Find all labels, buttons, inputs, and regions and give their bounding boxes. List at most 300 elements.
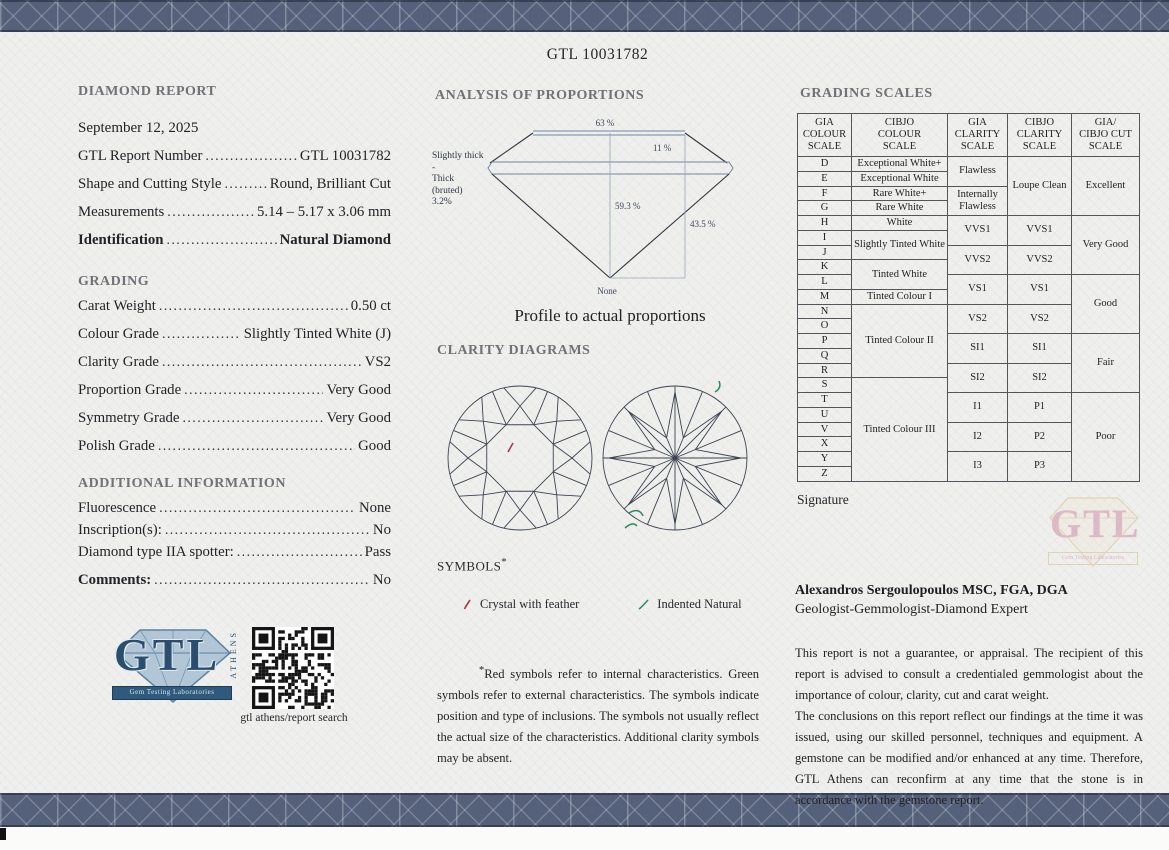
gia-colour-letter: Q [798, 348, 852, 363]
dot-leader [183, 410, 324, 427]
additional-row [78, 572, 391, 600]
upper-girdle-facet-line [504, 510, 520, 528]
star-facet-line [506, 491, 520, 510]
qr-module [321, 702, 324, 705]
scale-column-header: GIA/ CIBJO CUT SCALE [1072, 114, 1140, 157]
report-row [78, 204, 391, 232]
qr-module [282, 650, 285, 653]
dot-leader [224, 176, 266, 193]
scale-column-header: CIBJO COLOUR SCALE [852, 114, 948, 157]
qr-module [278, 657, 281, 660]
qr-module [285, 653, 288, 656]
scale-cell: Good [1072, 275, 1140, 334]
qr-module [324, 693, 327, 696]
qr-module [272, 679, 275, 682]
qr-module [295, 670, 298, 673]
field-value: Natural Diamond [279, 232, 391, 248]
field-label: Fluorescence [78, 500, 157, 516]
qr-module [282, 686, 285, 689]
qr-module [331, 673, 334, 676]
scale-cell: Excellent [1072, 157, 1140, 216]
grading-row [78, 354, 391, 382]
signature-label: Signature [797, 492, 849, 507]
qr-module [314, 702, 317, 705]
qr-module [285, 657, 288, 660]
scan-corner-mark [0, 828, 6, 840]
qr-module [327, 663, 330, 666]
qr-module [304, 643, 307, 646]
star-facet-line [483, 421, 506, 425]
crystal-with-feather-icon [462, 598, 473, 611]
dot-leader [184, 382, 323, 399]
qr-module [252, 666, 255, 669]
logo-gtl-text: GTL [114, 629, 221, 680]
qr-module [265, 673, 268, 676]
qr-module [321, 663, 324, 666]
qr-module [301, 643, 304, 646]
upper-girdle-facet-line [572, 458, 590, 474]
qr-module [252, 679, 255, 682]
star-facet-line [534, 491, 557, 495]
qr-module [295, 653, 298, 656]
qr-module [304, 653, 307, 656]
section-heading-additional-information: ADDITIONAL INFORMATION [78, 476, 286, 491]
profile-caption: Profile to actual proportions [514, 306, 706, 325]
qr-module [272, 666, 275, 669]
qr-module [295, 643, 298, 646]
qr-module [321, 657, 324, 660]
qr-module [311, 673, 314, 676]
qr-module [327, 653, 330, 656]
scale-cell: VVS2 [948, 245, 1008, 275]
field-label: GTL Report Number [78, 148, 203, 164]
qr-module [318, 673, 321, 676]
gia-colour-letter: R [798, 363, 852, 378]
culet-label: None [597, 286, 617, 296]
crown-facet-line [453, 472, 486, 486]
scale-cell: Fair [1072, 334, 1140, 393]
dot-leader [162, 326, 241, 343]
upper-girdle-facet-line [520, 388, 536, 406]
qr-module [288, 634, 291, 637]
scale-cell: VVS2 [1008, 245, 1072, 275]
qr-module [314, 676, 317, 679]
gia-colour-letter: O [798, 319, 852, 334]
symbols-footnote-star: * [501, 556, 508, 568]
qr-module [324, 696, 327, 699]
qr-module [321, 696, 324, 699]
qr-module [265, 670, 268, 673]
qr-module [268, 679, 271, 682]
gia-colour-letter: Y [798, 452, 852, 467]
gemologist-title: Geologist-Gemmologist-Diamond Expert [795, 602, 1028, 617]
qr-module [268, 676, 271, 679]
scale-cell: Exceptional White+ [852, 157, 948, 172]
qr-module [252, 663, 255, 666]
qr-module [285, 647, 288, 650]
qr-module [282, 637, 285, 640]
field-value: Good [358, 438, 391, 454]
qr-module [311, 683, 314, 686]
upper-girdle-facet-line [557, 420, 581, 421]
legend-label: Crystal with feather [480, 597, 580, 611]
scale-cell: Flawless [948, 157, 1008, 187]
gia-colour-letter: F [798, 186, 852, 201]
qr-code [252, 627, 334, 709]
qr-module [298, 630, 301, 633]
additional-row [78, 544, 391, 572]
qr-module [321, 693, 324, 696]
qr-module [272, 660, 275, 663]
scale-cell: VVS1 [1008, 216, 1072, 246]
qr-module [301, 640, 304, 643]
qr-module [314, 699, 317, 702]
qr-module [275, 666, 278, 669]
qr-module [321, 653, 324, 656]
qr-module [288, 683, 291, 686]
qr-module [252, 653, 255, 656]
qr-module [298, 647, 301, 650]
report-number-header: GTL 10031782 [546, 46, 649, 63]
qr-module [288, 637, 291, 640]
upper-girdle-facet-line [520, 510, 536, 528]
field-label: Polish Grade [78, 438, 155, 454]
qr-module [318, 653, 321, 656]
scale-cell: VS2 [948, 304, 1008, 334]
qr-module [259, 653, 262, 656]
symbols-footnote [437, 660, 759, 769]
qr-module [291, 647, 294, 650]
grading-row [78, 438, 391, 466]
qr-module [291, 679, 294, 682]
qr-module [327, 670, 330, 673]
qr-module [282, 673, 285, 676]
qr-module [314, 696, 317, 699]
report-details-column [78, 84, 391, 600]
qr-module [321, 699, 324, 702]
qr-module [301, 706, 304, 709]
qr-module [301, 637, 304, 640]
crown-facet-line [492, 491, 506, 524]
qr-module [304, 693, 307, 696]
dot-leader [159, 500, 356, 517]
qr-module [298, 676, 301, 679]
scale-column-header: GIA CLARITY SCALE [948, 114, 1008, 157]
field-label: Symmetry Grade [78, 410, 180, 426]
girdle-line: (bruted) [432, 185, 463, 196]
star-facet-line [520, 406, 534, 425]
qr-module [298, 689, 301, 692]
footnote-star: * [479, 665, 485, 676]
field-label: Identification [78, 232, 164, 248]
grading-row [78, 298, 391, 326]
gia-colour-letter: V [798, 422, 852, 437]
qr-module [282, 663, 285, 666]
qr-module [318, 657, 321, 660]
star-facet-line [483, 491, 506, 495]
qr-module [291, 693, 294, 696]
scale-cell: Loupe Clean [1008, 157, 1072, 216]
scale-cell: Rare White+ [852, 186, 948, 201]
qr-module [288, 706, 291, 709]
scale-cell: SI1 [1008, 334, 1072, 364]
qr-module [259, 670, 262, 673]
qr-module [265, 679, 268, 682]
qr-module [288, 653, 291, 656]
qr-module [311, 693, 314, 696]
qr-module [262, 670, 265, 673]
qr-module [304, 683, 307, 686]
scale-cell: Poor [1072, 393, 1140, 482]
section-heading-diamond-report: DIAMOND REPORT [78, 84, 217, 99]
qr-module [295, 699, 298, 702]
scale-cell: White [852, 216, 948, 231]
qr-module [331, 689, 334, 692]
symbols-legend [462, 597, 742, 612]
qr-module [295, 630, 298, 633]
qr-module [295, 666, 298, 669]
gia-colour-letter: N [798, 304, 852, 319]
table-facet-line [487, 472, 506, 491]
field-value: Pass [364, 544, 391, 560]
qr-module [298, 670, 301, 673]
crown-percentage: 11 % [653, 143, 672, 153]
qr-module [265, 666, 268, 669]
qr-module [285, 699, 288, 702]
girdle-line: - [432, 162, 436, 173]
qr-module [259, 676, 262, 679]
qr-module [288, 676, 291, 679]
proportions-diagram [455, 110, 765, 305]
qr-module [291, 673, 294, 676]
qr-module [262, 666, 265, 669]
field-label: Diamond type IIA spotter: [78, 544, 234, 560]
scale-cell: SI2 [948, 363, 1008, 393]
section-heading-analysis-of-proportions: ANALYSIS OF PROPORTIONS [435, 88, 645, 103]
section-heading-grading: GRADING [78, 274, 150, 289]
table-facet-line [534, 425, 553, 444]
qr-module [282, 657, 285, 660]
qr-module [291, 637, 294, 640]
qr-module [327, 679, 330, 682]
qr-module [265, 660, 268, 663]
decorative-border-top [0, 0, 1169, 32]
girdle-line: Thick [432, 174, 455, 184]
qr-module [259, 663, 262, 666]
gia-colour-letter: U [798, 407, 852, 422]
qr-module [324, 666, 327, 669]
gia-colour-letter: E [798, 171, 852, 186]
field-label: Proportion Grade [78, 382, 182, 398]
qr-module [285, 676, 288, 679]
qr-module [304, 647, 307, 650]
star-facet-line [483, 472, 487, 495]
gtl-watermark-logo [1046, 490, 1142, 574]
qr-module [308, 693, 311, 696]
scale-cell: VS1 [1008, 275, 1072, 305]
field-value: Very Good [326, 410, 391, 426]
qr-module [327, 689, 330, 692]
scan-bed-strip [0, 827, 1169, 850]
qr-module [291, 706, 294, 709]
legend-label: Indented Natural [657, 597, 742, 611]
dot-leader [167, 232, 277, 249]
star-facet-line [483, 421, 487, 444]
scale-column-header: CIBJO CLARITY SCALE [1008, 114, 1072, 157]
grading-scales-table [797, 113, 1140, 482]
scale-cell: SI1 [948, 334, 1008, 364]
qr-module [288, 673, 291, 676]
qr-module [308, 660, 311, 663]
field-label: Carat Weight [78, 298, 156, 314]
qr-module [278, 679, 281, 682]
qr-module [285, 693, 288, 696]
symbols-title: SYMBOLS [437, 558, 502, 574]
upper-girdle-facet-line [459, 495, 483, 496]
qr-module [324, 699, 327, 702]
star-facet-line [520, 491, 534, 510]
depth-percentage: 59.3 % [615, 201, 641, 211]
qr-module [327, 666, 330, 669]
qr-module [259, 673, 262, 676]
qr-module [311, 689, 314, 692]
qr-module [275, 657, 278, 660]
qr-module [262, 676, 265, 679]
dot-leader [162, 354, 362, 371]
qr-module [318, 663, 321, 666]
qr-module [285, 650, 288, 653]
indented-natural-icon [637, 598, 650, 611]
field-label: Measurements [78, 204, 165, 220]
gia-colour-letter: J [798, 245, 852, 260]
scale-cell: SI2 [1008, 363, 1072, 393]
star-facet-line [534, 421, 557, 425]
qr-module [255, 676, 258, 679]
qr-module [278, 643, 281, 646]
legend-item [462, 597, 579, 612]
scale-cell: VS2 [1008, 304, 1072, 334]
qr-module [282, 660, 285, 663]
qr-module [314, 693, 317, 696]
qr-module [285, 679, 288, 682]
qr-module [318, 706, 321, 709]
field-label: Comments: [78, 572, 152, 588]
report-date: September 12, 2025 [78, 120, 199, 136]
grading-row [78, 382, 391, 410]
qr-module [252, 676, 255, 679]
field-value: Very Good [326, 382, 391, 398]
qr-module [278, 699, 281, 702]
upper-girdle-facet-line [482, 397, 483, 421]
field-value: 0.50 ct [350, 298, 391, 314]
grading-row [78, 410, 391, 438]
field-label: Inscription(s): [78, 522, 162, 538]
qr-module [304, 627, 307, 630]
qr-module [262, 673, 265, 676]
qr-module [314, 679, 317, 682]
qr-module [291, 660, 294, 663]
qr-module [314, 689, 317, 692]
qr-module [295, 686, 298, 689]
scale-cell: P2 [1008, 422, 1072, 452]
qr-module [282, 653, 285, 656]
field-value: None [358, 500, 391, 516]
crown-facet-line [492, 391, 506, 424]
qr-module [318, 634, 328, 644]
upper-girdle-facet-line [557, 397, 558, 421]
qr-module [278, 647, 281, 650]
qr-module [331, 693, 334, 696]
gia-colour-letter: G [798, 201, 852, 216]
qr-module [259, 693, 269, 703]
star-facet-line [553, 472, 557, 495]
dot-leader [237, 544, 362, 561]
qr-module [311, 686, 314, 689]
indented-natural-mark [625, 511, 643, 528]
scale-cell: Tinted Colour II [852, 304, 948, 378]
star-facet-line [553, 444, 572, 458]
qr-module [327, 706, 330, 709]
upper-girdle-facet-line [459, 420, 483, 421]
gia-colour-letter: K [798, 260, 852, 275]
scale-cell: VVS1 [948, 216, 1008, 246]
qr-module [311, 666, 314, 669]
additional-row [78, 500, 391, 522]
qr-module [282, 666, 285, 669]
qr-module [318, 702, 321, 705]
qr-module [291, 683, 294, 686]
upper-girdle-facet-line [557, 495, 558, 519]
qr-module [301, 630, 304, 633]
qr-module [298, 696, 301, 699]
qr-module [278, 630, 281, 633]
qr-module [301, 670, 304, 673]
field-value: No [372, 522, 391, 538]
star-facet-line [468, 458, 487, 472]
scale-cell: Tinted Colour I [852, 289, 948, 304]
qr-module [295, 679, 298, 682]
qr-module [278, 637, 281, 640]
gemologist-name: Alexandros Sergoulopoulos MSC, FGA, DGA [795, 583, 1068, 598]
qr-module [304, 689, 307, 692]
qr-module [278, 693, 281, 696]
qr-module [324, 689, 327, 692]
qr-module [314, 686, 317, 689]
qr-module [255, 663, 258, 666]
qr-module [291, 653, 294, 656]
gia-colour-letter: H [798, 216, 852, 231]
dot-leader [205, 148, 297, 165]
qr-module [298, 673, 301, 676]
field-value: GTL 10031782 [299, 148, 391, 164]
scale-cell: Internally Flawless [948, 186, 1008, 216]
qr-module [262, 663, 265, 666]
field-value: VS2 [364, 354, 391, 370]
watermark-tagline: Gem Testing Laboratories [1048, 552, 1138, 565]
gia-colour-letter: I [798, 230, 852, 245]
qr-module [324, 663, 327, 666]
gia-colour-letter: P [798, 334, 852, 349]
qr-module [291, 643, 294, 646]
gia-colour-letter: D [798, 157, 852, 172]
report-row [78, 232, 391, 260]
grading-scales-body [798, 114, 1140, 482]
qr-module [285, 643, 288, 646]
qr-module [295, 663, 298, 666]
upper-girdle-facet-line [504, 388, 520, 406]
qr-module [298, 699, 301, 702]
scale-cell: Slightly Tinted White [852, 230, 948, 260]
